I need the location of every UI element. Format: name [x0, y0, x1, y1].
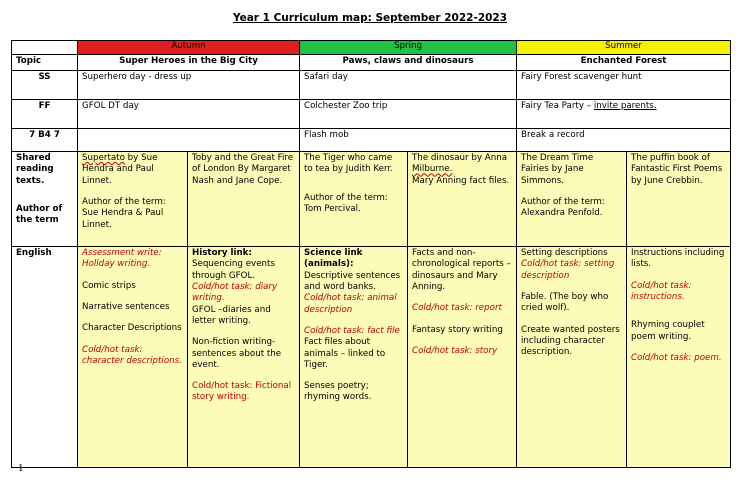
eng-aut2-e: Non-fiction writing- sentences about the event. — [192, 337, 282, 370]
ss-autumn: Superhero day - dress up — [78, 71, 300, 100]
eng-spr1-e: Senses poetry; rhyming words. — [304, 381, 372, 403]
season-autumn: Autumn — [78, 41, 300, 55]
eng-aut1-b: Comic strips — [82, 280, 136, 291]
shared-reading-label — [12, 152, 78, 247]
seven-b4-seven-row — [12, 129, 731, 152]
curriculum-table — [11, 40, 731, 468]
ss-spring: Safari day — [300, 71, 517, 100]
ff-summer — [517, 100, 731, 129]
english-spring-1 — [300, 247, 408, 468]
eng-aut2-a: History link: — [192, 248, 252, 258]
ff-label: FF — [12, 100, 78, 129]
ss-row — [12, 71, 731, 100]
topic-spring: Paws, claws and dinosaurs — [300, 55, 517, 71]
eng-sum1-d: Create wanted posters including character description. — [521, 324, 620, 358]
eng-spr1-b: Descriptive sentences and word banks. — [304, 270, 401, 292]
eng-aut1-a: Assessment write: Holiday writing. — [82, 248, 162, 270]
eng-spr1-d: Cold/hot task: fact file — [304, 325, 400, 336]
ff-row — [12, 100, 731, 129]
topic-row — [12, 55, 731, 71]
ff-spring: Colchester Zoo trip — [300, 100, 517, 129]
eng-spr2-a: Facts and non-chronological reports – dinosaurs and Mary Anning. — [412, 248, 511, 292]
ss-summer: Fairy Forest scavenger hunt — [517, 71, 731, 100]
eng-spr1-a: Science link (animals): — [304, 248, 363, 270]
topic-summer: Enchanted Forest — [517, 55, 731, 71]
eng-sum1-b: Cold/hot task: setting description — [521, 259, 615, 281]
seven-b4-seven-label: 7 B4 7 — [12, 129, 78, 152]
shared-summer-2: The puffin book of Fantastic First Poems by June Crebbin. — [627, 152, 731, 247]
shared-reading-label-a: Shared reading texts. — [16, 153, 54, 186]
season-summer: Summer — [517, 41, 731, 55]
page-title: Year 1 Curriculum map: September 2022-2023 — [232, 12, 508, 24]
eng-aut2-b: Sequencing events through GFOL. — [192, 259, 275, 281]
seven-b4-seven-summer: Break a record — [517, 129, 731, 152]
shared-autumn-1 — [78, 152, 188, 247]
english-autumn-1 — [78, 247, 188, 468]
eng-sum2-d: Cold/hot task: poem. — [631, 352, 722, 363]
eng-spr1-c: Cold/hot task: animal description — [304, 293, 397, 315]
eng-aut1-d: Character Descriptions — [82, 323, 182, 334]
dinosaur-text-a: The dinosaur by Anna — [412, 153, 508, 163]
eng-sum1-a: Setting descriptions — [521, 248, 608, 258]
english-autumn-2 — [188, 247, 300, 468]
topic-autumn: Super Heroes in the Big City — [78, 55, 300, 71]
english-row — [12, 247, 731, 468]
tiger-text: The Tiger who came to tea by Judith Kerr. — [304, 153, 393, 175]
seven-b4-seven-spring: Flash mob — [300, 129, 517, 152]
corner-cell — [12, 41, 78, 55]
english-spring-2 — [408, 247, 517, 468]
dinosaur-text-b: Milburne. — [412, 164, 453, 175]
ss-label: SS — [12, 71, 78, 100]
mary-anning-text: Mary Anning fact files. — [412, 175, 510, 186]
eng-sum1-c: Fable. (The boy who cried wolf). — [521, 291, 609, 314]
seven-b4-seven-autumn — [78, 129, 300, 152]
ff-summer-underlined: invite parents. — [593, 101, 657, 111]
english-summer-2 — [627, 247, 731, 468]
shared-reading-label-b: Author of the term — [16, 203, 63, 226]
shared-spring-2 — [408, 152, 517, 247]
supertato-title: Supertato — [82, 153, 125, 163]
season-header-row — [12, 41, 731, 55]
season-spring: Spring — [300, 41, 517, 55]
shared-autumn-author: Author of the term: Sue Hendra & Paul Linnet. — [82, 196, 166, 230]
english-label: English — [12, 247, 78, 468]
shared-spring-author: Author of the term: Tom Percival. — [304, 192, 388, 214]
eng-sum2-a: Instructions including lists. — [631, 248, 725, 270]
shared-autumn-2: Toby and the Great Fire of London By Margaret Nash and Jane Cope. — [188, 152, 300, 247]
english-summer-1 — [517, 247, 627, 468]
shared-summer-1 — [517, 152, 627, 247]
eng-spr2-d: Cold/hot task: story — [412, 345, 498, 356]
eng-sum2-c: Rhyming couplet poem writing. — [631, 320, 705, 342]
eng-aut2-c: Cold/hot task: diary writing. — [192, 281, 278, 304]
supertato-rest: by Sue Hendra and Paul Linnet. — [82, 153, 158, 186]
shared-summer-author: Author of the term: Alexandra Penfold. — [521, 196, 605, 219]
eng-spr2-c: Fantasy story writing — [412, 324, 503, 335]
ff-autumn: GFOL DT day — [78, 100, 300, 129]
topic-label: Topic — [12, 55, 78, 71]
eng-aut2-f: Cold/hot task: Fictional story writing. — [192, 381, 292, 403]
eng-aut1-e: Cold/hot task: character descriptions. — [82, 344, 182, 366]
eng-sum2-b: Cold/hot task: instructions. — [631, 280, 692, 302]
ff-summer-text: Fairy Tea Party – — [521, 101, 594, 111]
eng-spr1-d2: Fact files about animals – linked to Tiger. — [304, 337, 386, 370]
eng-spr1-d-wrap — [304, 326, 403, 371]
eng-aut1-c: Narrative sentences — [82, 301, 170, 312]
dream-time-text: The Dream Time Fairies by Jane Simmons. — [521, 153, 594, 186]
shared-spring-1 — [300, 152, 408, 247]
eng-aut2-d: GFOL –diaries and letter writing. — [192, 304, 271, 326]
shared-reading-row — [12, 152, 731, 247]
page-number: 1 — [18, 464, 24, 474]
eng-spr2-b: Cold/hot task: report — [412, 303, 502, 314]
